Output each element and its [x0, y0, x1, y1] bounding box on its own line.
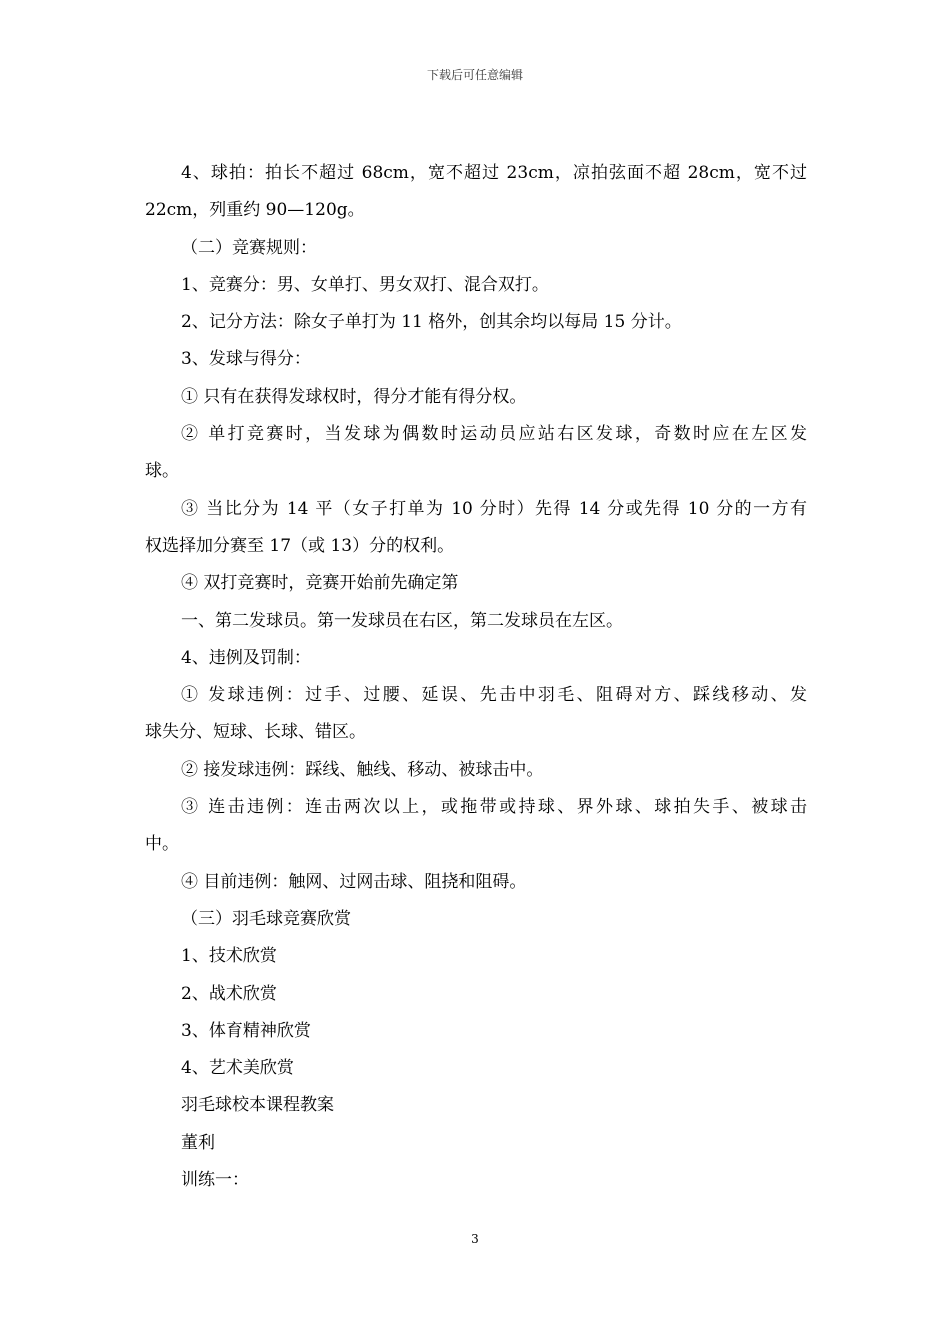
text-line: 权选择加分赛至 17（或 13）分的权利。	[145, 535, 455, 556]
text-line: ② 单打竞赛时，当发球为偶数时运动员应站右区发球，奇数时应在左区发	[181, 424, 807, 445]
text-line: 球失分、短球、长球、错区。	[145, 722, 366, 743]
text-line: ② 接发球违例：踩线、触线、移动、被球击中。	[181, 759, 544, 780]
text-line: 4、球拍：拍长不超过 68cm，宽不超过 23cm，凉拍弦面不超 28cm，宽不过	[181, 163, 807, 183]
text-line: ① 发球违例：过手、过腰、延误、先击中羽毛、阻碍对方、踩线移动、发	[181, 685, 807, 706]
text-line: ③ 连击违例：连击两次以上，或拖带或持球、界外球、球拍失手、被球击	[181, 797, 807, 818]
text-line: 训练一：	[181, 1170, 249, 1191]
text-line: 一、第二发球员。第一发球员在右区，第二发球员在左区。	[181, 610, 623, 631]
text-line: 4、艺术美欣赏	[181, 1058, 294, 1079]
text-line: ① 只有在获得发球权时，得分才能有得分权。	[181, 386, 527, 407]
text-line: 3、发球与得分：	[181, 349, 311, 370]
text-line: 1、技术欣赏	[181, 946, 277, 967]
document-body	[145, 155, 807, 1199]
text-line: ③ 当比分为 14 平（女子打单为 10 分时）先得 14 分或先得 10 分的一方有	[181, 498, 807, 519]
text-line: 羽毛球校本课程教案	[181, 1095, 334, 1116]
text-line: 2、记分方法：除女子单打为 11 格外，创其余均以每局 15 分计。	[181, 312, 682, 333]
text-line: ④ 目前违例：触网、过网击球、阻挠和阻碍。	[181, 871, 527, 892]
text-line: （三）羽毛球竞赛欣赏	[181, 908, 351, 929]
text-line: 中。	[145, 834, 179, 855]
page-header: 下载后可任意编辑	[426, 68, 523, 82]
text-line: （二）竞赛规则：	[181, 237, 317, 258]
text-line: 4、违例及罚制：	[181, 647, 311, 668]
text-line: ④ 双打竞赛时，竞赛开始前先确定第	[181, 573, 459, 594]
text-line: 2、战术欣赏	[181, 983, 277, 1004]
text-line: 22cm，列重约 90—120g。	[145, 200, 365, 221]
text-line: 董利	[181, 1132, 215, 1153]
page-number: 3	[471, 1232, 479, 1246]
text-line: 球。	[145, 461, 179, 482]
text-line: 3、体育精神欣赏	[181, 1020, 311, 1041]
text-line: 1、竞赛分：男、女单打、男女双打、混合双打。	[181, 274, 549, 295]
